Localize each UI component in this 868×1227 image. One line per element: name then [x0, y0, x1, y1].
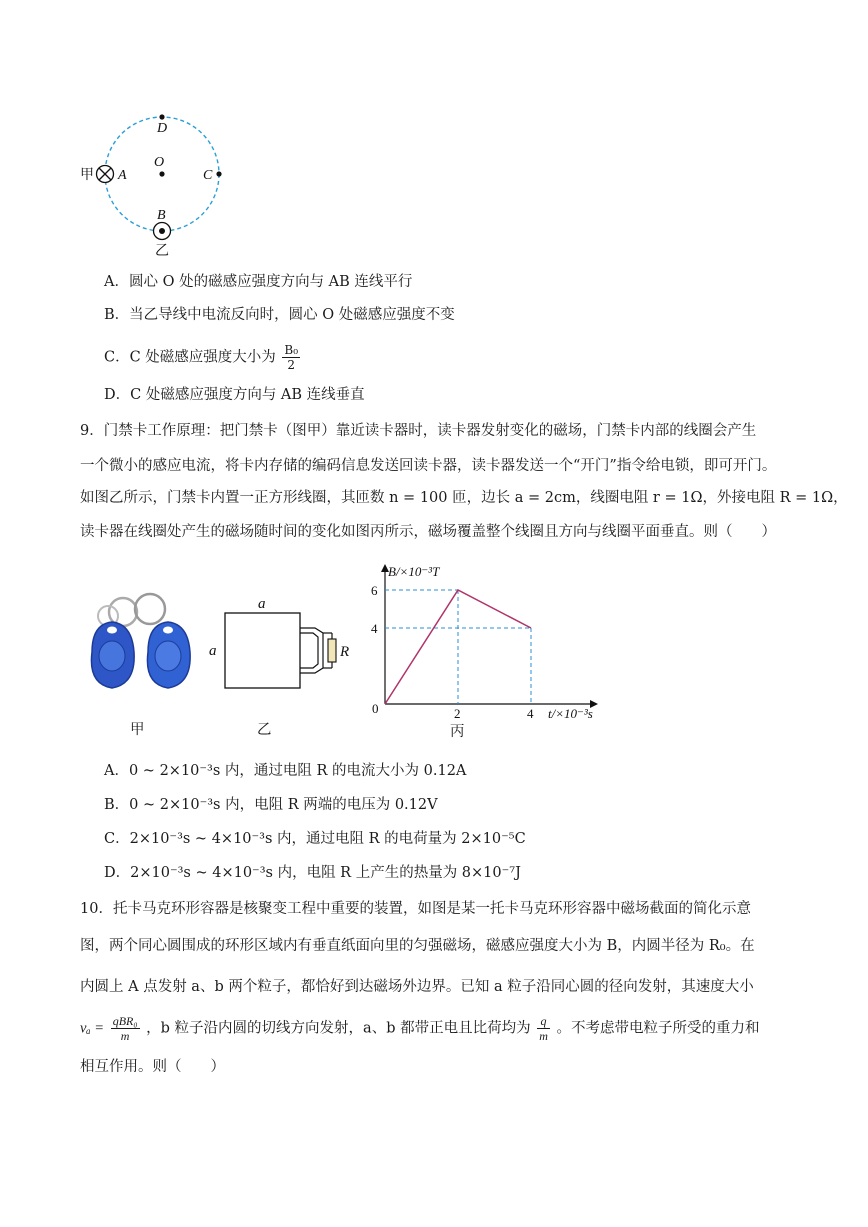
q10-stem-line-1: 10．托卡马克环形容器是核聚变工程中重要的装置，如图是某一托卡马克环形容器中磁场截面的简化示意	[80, 901, 751, 917]
q9-option-b: B．0 ~ 2×10⁻³s 内，电阻 R 两端的电压为 0.12V	[104, 797, 438, 813]
label-c: C	[203, 168, 213, 183]
origin-label: 0	[372, 701, 379, 716]
point-o-dot	[159, 171, 164, 176]
label-jia: 甲	[80, 168, 94, 183]
q10-stem-line-2: 图，两个同心圆围成的环形区域内有垂直纸面向里的匀强磁场，磁感应强度大小为 B，内圆半径为 R₀。在	[80, 938, 755, 954]
x-tick-label: 2	[454, 706, 461, 720]
q10-stem-line-3: 内圆上 A 点发射 a、b 两个粒子，都恰好到达磁场外边界。已知 a 粒子沿同心圆的径向发射，其速度大小	[80, 979, 754, 995]
q10-stem-line-5: 相互作用。则（ ）	[80, 1059, 225, 1075]
q9-stem-line-3: 如图乙所示，门禁卡内置一正方形线圈，其匝数 n = 100 匝，边长 a = 2cm，线圈电阻 r = 1Ω，外接电阻 R = 1Ω，	[80, 490, 848, 506]
point-d-dot	[159, 114, 164, 119]
q9-option-a: A．0 ~ 2×10⁻³s 内，通过电阻 R 的电流大小为 0.12A	[104, 763, 467, 779]
q8-option-b: B．当乙导线中电流反向时，圆心 O 处磁感应强度不变	[104, 307, 455, 323]
label-d: D	[157, 121, 168, 136]
b-t-chart	[360, 560, 610, 720]
fraction-denominator: m	[539, 1029, 548, 1043]
fraction-numerator: q	[537, 1014, 550, 1029]
fraction-q-over-m	[537, 1014, 550, 1043]
fraction-b0-over-2	[282, 343, 300, 372]
q9-option-d: D．2×10⁻³s ~ 4×10⁻³s 内，电阻 R 上产生的热量为 8×10⁻⁷J	[104, 865, 521, 881]
x-axis-label: t/×10⁻³s	[548, 706, 593, 720]
resistor-label: R	[340, 644, 350, 660]
wire-out-of-page-icon	[154, 223, 171, 240]
caption-jia: 甲	[130, 722, 145, 738]
coil-circuit-figure	[205, 595, 355, 695]
fraction-qbr0-over-m	[111, 1014, 140, 1043]
fraction-denominator: m	[120, 1029, 130, 1043]
y-axis-label: B/×10⁻³T	[388, 564, 440, 579]
q10-stem-line-4	[80, 1014, 759, 1043]
q9-stem-line-4: 读卡器在线圈处产生的磁场随时间的变化如图丙所示，磁场覆盖整个线圈且方向与线圈平面垂直。则（ ）	[80, 524, 776, 540]
q9-option-c: C．2×10⁻³s ~ 4×10⁻³s 内，通过电阻 R 的电荷量为 2×10⁻⁵C	[104, 831, 526, 847]
wire-into-page-icon	[97, 166, 114, 183]
coil-side-top-label: a	[258, 596, 266, 612]
velocity-symbol: vₐ =	[80, 1020, 105, 1037]
resistor-icon	[328, 639, 336, 662]
fraction-numerator: qBR₀	[112, 1014, 138, 1028]
q8-option-a: A．圆心 O 处的磁感应强度方向与 AB 连线平行	[104, 274, 413, 290]
caption-bing: 丙	[450, 724, 465, 740]
q10-line4-end: 。不考虑带电粒子所受的重力和	[556, 1020, 760, 1037]
coil-side-left-label: a	[209, 643, 217, 659]
q8-option-d: D．C 处磁感应强度方向与 AB 连线垂直	[104, 387, 365, 403]
caption-yi: 乙	[257, 722, 272, 738]
y-tick-label: 6	[371, 583, 378, 598]
label-yi: 乙	[155, 244, 169, 259]
y-tick-label: 4	[371, 621, 378, 636]
label-o: O	[154, 155, 165, 170]
q8-option-c	[104, 343, 302, 372]
key-fob-image	[78, 592, 203, 702]
q9-stem-line-2: 一个微小的感应电流，将卡内存储的编码信息发送回读卡器，读卡器发送一个“开门”指令给电锁，即可开门。	[80, 458, 777, 474]
q8-circle-figure	[70, 105, 240, 265]
q10-line4-middle: ，b 粒子沿内圆的切线方向发射，a、b 都带正电且比荷均为	[146, 1020, 531, 1037]
fraction-numerator: B₀	[284, 343, 299, 357]
fraction-denominator: 2	[287, 358, 296, 372]
q8-option-c-text: C．C 处磁感应强度大小为	[104, 349, 276, 366]
label-a: A	[118, 168, 127, 183]
label-b: B	[157, 208, 166, 223]
point-c-dot	[216, 171, 221, 176]
q9-stem-line-1: 9．门禁卡工作原理：把门禁卡（图甲）靠近读卡器时，读卡器发射变化的磁场，门禁卡内部的线圈会产生	[80, 423, 757, 439]
x-tick-label: 4	[527, 706, 534, 720]
